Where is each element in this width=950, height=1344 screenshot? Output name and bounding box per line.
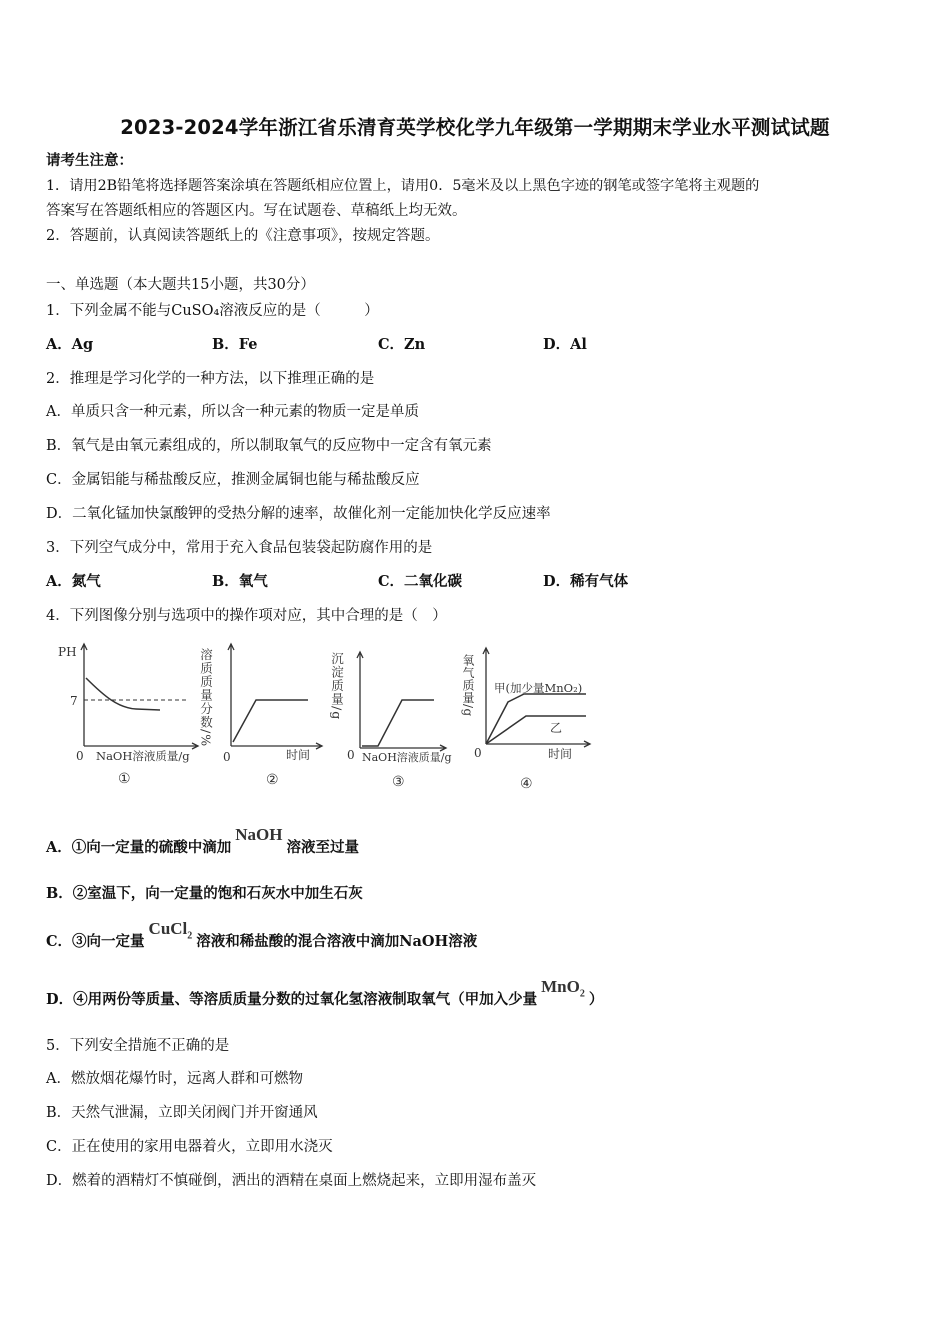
q3-option-a: A．氮气 — [46, 573, 101, 590]
q5-option-a: A．燃放烟花爆竹时，远离人群和可燃物 — [46, 1071, 303, 1087]
q5-option-c: C．正在使用的家用电器着火，立即用水浇灭 — [46, 1139, 333, 1155]
q2-option-d: D．二氧化锰加快氯酸钾的受热分解的速率，故催化剂一定能加快化学反应速率 — [46, 506, 551, 522]
graph-1-xlabel: NaOH溶液质量/g — [96, 749, 190, 763]
q4-option-d-pre: D．④用两份等质量、等溶质质量分数的过氧化氢溶液制取氧气（甲加入少量 — [46, 991, 538, 1008]
graph-1-ph — [56, 638, 206, 788]
q5-option-b: B．天然气泄漏，立即关闭阀门并开窗通风 — [46, 1105, 318, 1121]
graph-2-curve — [233, 700, 308, 742]
q2-option-a: A．单质只含一种元素，所以含一种元素的物质一定是单质 — [46, 404, 419, 420]
q4-option-c-formula — [148, 919, 193, 942]
q3-option-c: C．二氧化碳 — [378, 573, 463, 590]
graph-3-number: ③ — [392, 774, 405, 790]
q4-option-a-formula: NaOH — [235, 825, 283, 844]
graph-3-precipitate — [329, 646, 464, 790]
graph-3-xlabel: NaOH溶液质量/g — [362, 751, 452, 764]
q4-option-c-post: 溶液和稀盐酸的混合溶液中滴加NaOH溶液 — [196, 933, 478, 950]
graph-3-curve — [362, 700, 434, 746]
notice-item2: 2．答题前，认真阅读答题纸上的《注意事项》，按规定答题。 — [46, 228, 440, 244]
q4-option-c-pre: C．③向一定量 — [46, 933, 145, 950]
q4-option-d — [46, 977, 604, 1015]
q3-stem: 3．下列空气成分中，常用于充入食品包装袋起防腐作用的是 — [46, 540, 433, 556]
q1-option-c: C．Zn — [378, 336, 426, 353]
q1-option-a: A．Ag — [46, 336, 94, 353]
q4-option-d-post: ） — [588, 991, 604, 1008]
graph-1-tick-7: 7 — [70, 694, 78, 708]
graph-4-label-yi: 乙 — [550, 721, 563, 735]
q1-option-b: B．Fe — [212, 336, 258, 353]
q5-option-d: D．燃着的酒精灯不慎碰倒，洒出的酒精在桌面上燃烧起来，立即用湿布盖灭 — [46, 1173, 537, 1189]
graph-1-number: ① — [118, 771, 131, 787]
graph-2-origin: 0 — [223, 750, 231, 764]
notice-heading: 请考生注意： — [46, 152, 133, 169]
graph-4-number: ④ — [520, 776, 533, 792]
q1-option-d: D．Al — [543, 336, 587, 353]
q4-option-c-formula-main: CuCl — [148, 919, 188, 938]
q4-option-d-formula-main: MnO — [541, 977, 580, 996]
graph-4-curve-jia — [486, 694, 586, 744]
graph-3-origin: 0 — [347, 748, 355, 762]
notice-item1-line2: 答案写在答题纸相应的答题区内。写在试题卷、草稿纸上均无效。 — [46, 203, 467, 219]
q4-option-d-formula — [541, 977, 585, 1000]
graph-4-origin: 0 — [474, 746, 482, 760]
graph-2-mass-fraction — [198, 634, 329, 788]
q5-stem: 5．下列安全措施不正确的是 — [46, 1038, 230, 1054]
graph-1-origin: 0 — [76, 749, 84, 763]
section-heading: 一、单选题（本大题共15小题，共30分） — [46, 277, 315, 293]
q2-stem: 2．推理是学习化学的一种方法，以下推理正确的是 — [46, 371, 375, 387]
graph-1-curve — [86, 678, 160, 710]
q4-option-c-formula-sub: 2 — [187, 930, 193, 942]
q4-option-b: B．②室温下，向一定量的饱和石灰水中加生石灰 — [46, 885, 363, 902]
q4-option-d-formula-sub: 2 — [579, 988, 585, 1000]
graph-4-curve-yi — [486, 716, 586, 744]
q1-stem: 1．下列金属不能与CuSO₄溶液反应的是（ ） — [46, 303, 379, 319]
q4-option-a-post: 溶液至过量 — [286, 839, 359, 856]
graph-4-label-jia: 甲(加少量MnO₂) — [494, 681, 583, 695]
q4-option-c — [46, 919, 478, 957]
notice-item1-line1: 1．请用2B铅笔将选择题答案涂填在答题纸相应位置上，请用0．5毫米及以上黑色字迹的钢笔或签字笔将主观题的 — [46, 178, 760, 194]
graph-2-number: ② — [266, 772, 279, 788]
q2-option-b: B．氧气是由氧元素组成的，所以制取氧气的反应物中一定含有氧元素 — [46, 438, 492, 454]
graph-4-ylabel: 氧气质量/g — [461, 654, 475, 717]
q3-option-b: B．氧气 — [212, 573, 268, 590]
graph-3-ylabel: 沉淀质量/g — [329, 652, 345, 721]
page-title: 2023-2024学年浙江省乐清育英学校化学九年级第一学期期末学业水平测试试题 — [120, 116, 830, 139]
graph-1-ylabel: PH — [58, 645, 77, 659]
q3-option-d: D．稀有气体 — [543, 573, 629, 590]
q4-stem: 4．下列图像分别与选项中的操作项对应，其中合理的是（ ） — [46, 608, 447, 624]
q2-option-c: C．金属铝能与稀盐酸反应，推测金属铜也能与稀盐酸反应 — [46, 472, 420, 488]
graph-4-oxygen — [461, 644, 600, 794]
q4-option-a-pre: A．①向一定量的硫酸中滴加 — [46, 839, 232, 856]
q4-option-a — [46, 825, 359, 857]
graph-2-ylabel: 溶质质量分数/% — [198, 648, 214, 748]
graph-2-xlabel: 时间 — [286, 748, 311, 762]
graph-4-xlabel: 时间 — [548, 747, 573, 761]
